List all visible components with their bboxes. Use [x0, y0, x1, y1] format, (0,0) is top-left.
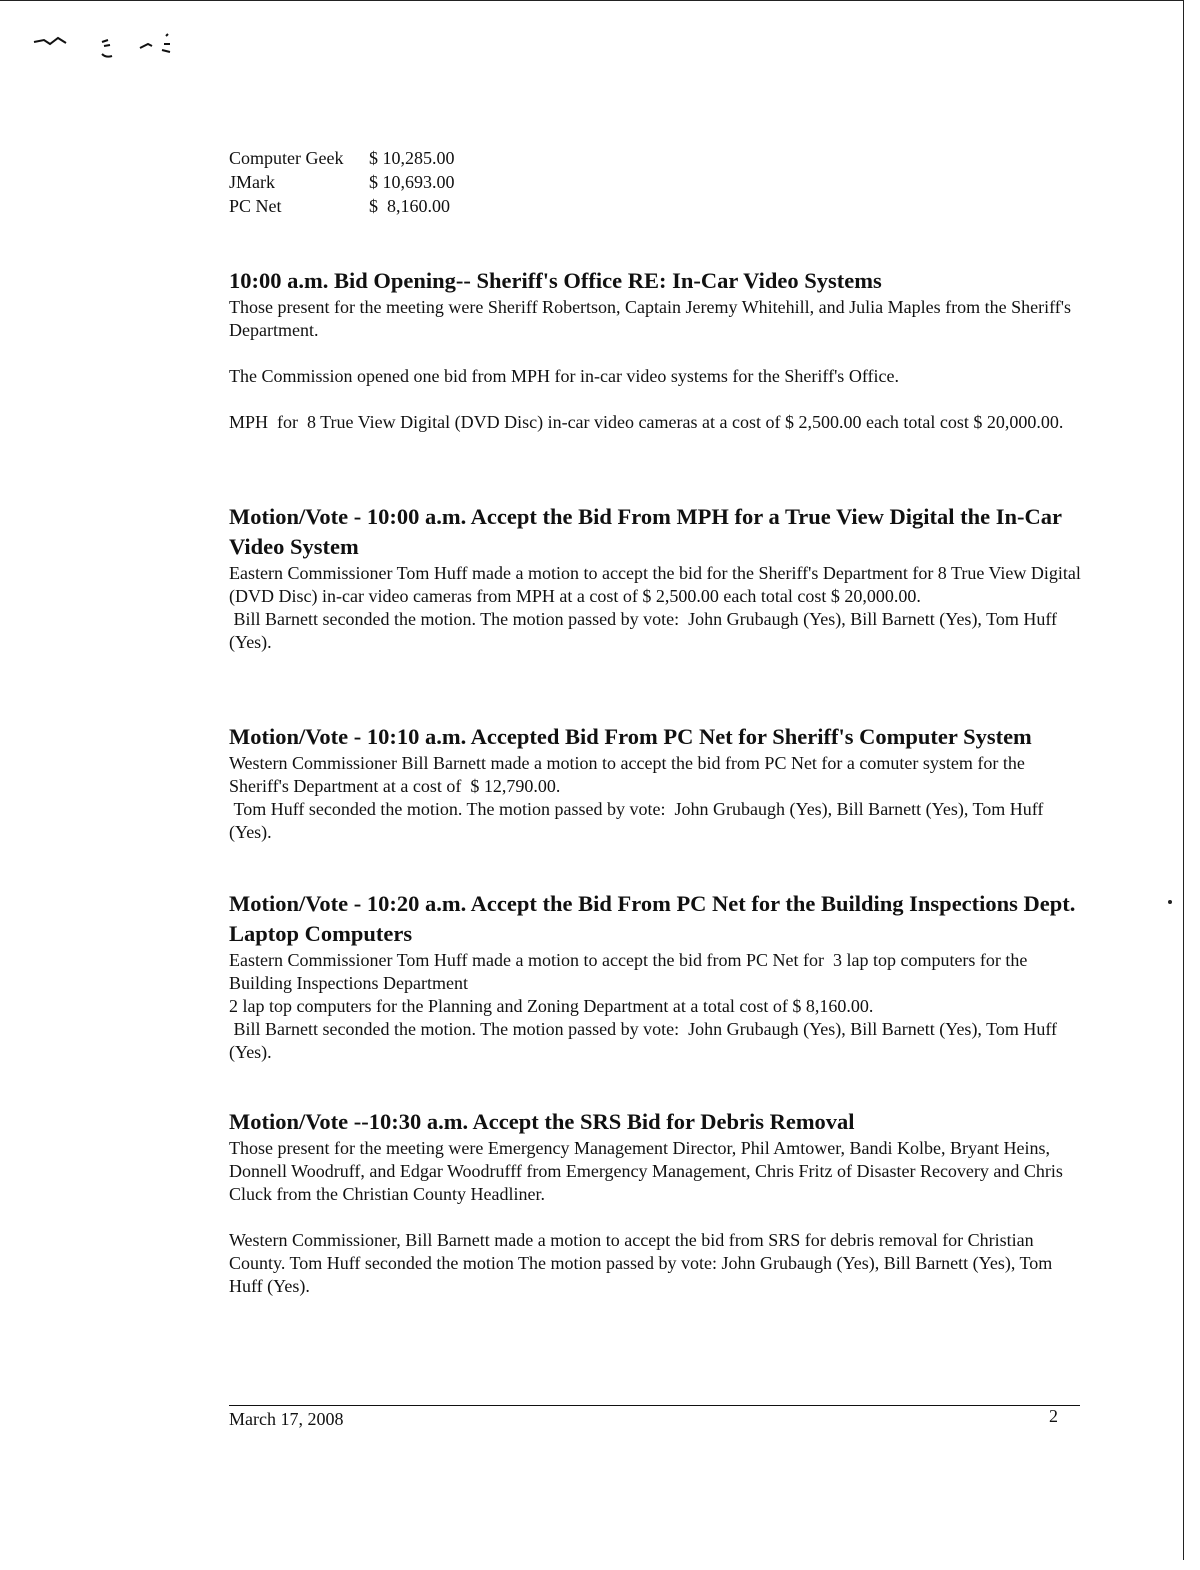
section-heading: Motion/Vote - 10:10 a.m. Accepted Bid From PC Net for Sheriff's Computer System [229, 724, 1032, 749]
section-heading: Motion/Vote --10:30 a.m. Accept the SRS Bid for Debris Removal [229, 1109, 855, 1134]
scan-tick-mark [1183, 1444, 1184, 1458]
bid-vendor: PC Net [229, 196, 282, 216]
bid-vendor: Computer Geek [229, 148, 344, 168]
table-row [229, 194, 455, 218]
section-heading: 10:00 a.m. Bid Opening-- Sheriff's Office RE: In-Car Video Systems [229, 268, 882, 293]
section-bid-opening [229, 266, 1089, 434]
section-motion-srs-debris [229, 1107, 1089, 1298]
section-paragraph: Eastern Commissioner Tom Huff made a motion to accept the bid from PC Net for 3 lap top computers for the Building Inspections Department [229, 950, 1032, 993]
section-heading: Motion/Vote - 10:00 a.m. Accept the Bid From MPH for a True View Digital the In-Car Video System [229, 504, 1062, 559]
bid-table [229, 146, 455, 218]
section-paragraph: Bill Barnett seconded the motion. The motion passed by vote: John Grubaugh (Yes), Bill Barnett (Yes), Tom Huff (Yes). [229, 609, 1062, 652]
section-paragraph: Western Commissioner, Bill Barnett made a motion to accept the bid from SRS for debris removal for Christian County. Tom Huff seconded the motion The motion passed by vote: John Grubaugh (Yes), Bill Barnett (Yes), Tom Huff (Yes). [229, 1230, 1053, 1296]
table-row [229, 170, 455, 194]
table-row [229, 146, 455, 170]
section-paragraph: Those present for the meeting were Sheriff Robertson, Captain Jeremy Whitehill, and Julia Maples from the Sheriff's Department. [229, 297, 1072, 340]
section-paragraph: 2 lap top computers for the Planning and Zoning Department at a total cost of $ 8,160.00. [229, 996, 874, 1016]
section-paragraph: Tom Huff seconded the motion. The motion passed by vote: John Grubaugh (Yes), Bill Barnett (Yes), Tom Huff (Yes). [229, 799, 1048, 842]
scan-speck [1168, 900, 1172, 904]
section-paragraph: Bill Barnett seconded the motion. The motion passed by vote: John Grubaugh (Yes), Bill Barnett (Yes), Tom Huff (Yes). [229, 1019, 1062, 1062]
section-motion-pc-net-laptops [229, 889, 1089, 1064]
section-heading: Motion/Vote - 10:20 a.m. Accept the Bid From PC Net for the Building Inspections Dept. Laptop Computers [229, 891, 1076, 946]
section-motion-pc-net-sheriff [229, 722, 1089, 844]
bid-amount: $ 10,693.00 [369, 172, 455, 192]
bid-amount: $ 10,285.00 [369, 148, 455, 168]
footer-date: March 17, 2008 [229, 1409, 344, 1429]
section-paragraph: Eastern Commissioner Tom Huff made a motion to accept the bid for the Sheriff's Department for 8 True View Digital (DVD Disc) in-car video cameras from MPH at a cost of $ 2,500.00 each total cost $ 20,000.00. [229, 563, 1081, 606]
bid-vendor: JMark [229, 172, 275, 192]
section-paragraph: Western Commissioner Bill Barnett made a motion to accept the bid from PC Net for a comuter system for the Sheriff's Department at a cost of $ 12,790.00. [229, 753, 1030, 796]
section-motion-mph [229, 502, 1089, 654]
page-number: 2 [1049, 1406, 1058, 1426]
section-paragraph: MPH for 8 True View Digital (DVD Disc) in-car video cameras at a cost of $ 2,500.00 each total cost $ 20,000.00. [229, 412, 1064, 432]
scan-artifact-marks [32, 30, 182, 70]
page-edge-right [1183, 0, 1184, 1560]
page-edge-top [0, 0, 1183, 1]
bid-summary [229, 146, 1089, 218]
bid-amount: $ 8,160.00 [369, 196, 450, 216]
section-paragraph: The Commission opened one bid from MPH for in-car video systems for the Sheriff's Office. [229, 366, 899, 386]
section-paragraph: Those present for the meeting were Emergency Management Director, Phil Amtower, Bandi Kolbe, Bryant Heins, Donnell Woodruff, and Edgar Woodrufff from Emergency Management, Chris Fritz of Disaster Recovery and Chris Cluck from the Christian County Headliner. [229, 1138, 1063, 1204]
footer-divider [229, 1405, 1080, 1406]
